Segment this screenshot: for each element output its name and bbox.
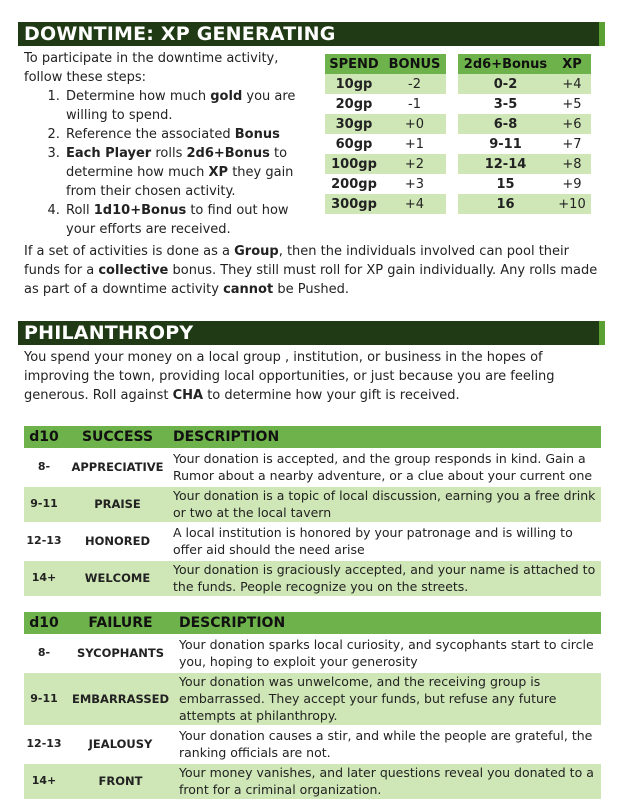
- d10-cell: 14+: [24, 560, 64, 597]
- result-cell: PRAISE: [64, 486, 171, 523]
- success-d10-header: d10: [24, 426, 64, 449]
- xp-cell: +8: [553, 154, 591, 174]
- roll-range-cell: 15: [496, 176, 515, 192]
- result-cell: WELCOME: [64, 560, 171, 597]
- text-run: to find out how your efforts are received.: [66, 203, 289, 237]
- description-cell: A local institution is honored by your patronage and is willing to offer aid should the need arise: [171, 523, 601, 560]
- text-run: If a set of activities is done as a: [24, 244, 235, 259]
- table-row: [24, 635, 601, 672]
- table-row: [24, 486, 601, 523]
- bold-text: gold: [210, 89, 243, 104]
- table-row: [24, 763, 601, 800]
- spend-cell: 100gp: [325, 154, 383, 174]
- bold-text: collective: [98, 263, 169, 278]
- result-cell: HONORED: [64, 523, 171, 560]
- table-row: [24, 672, 601, 726]
- text-run: you are willing to spend.: [66, 89, 296, 123]
- spend-row: [325, 194, 446, 214]
- xp-table: [458, 54, 591, 214]
- spend-bonus-table: [325, 54, 446, 214]
- spend-cell: 60gp: [335, 136, 373, 152]
- text-run: Reference the associated: [66, 127, 235, 142]
- bonus-header: BONUS: [383, 54, 446, 74]
- xp-row: [458, 74, 591, 94]
- bonus-cell: +0: [383, 114, 446, 134]
- text-run: be Pushed.: [273, 282, 349, 297]
- success-description-header: DESCRIPTION: [171, 426, 601, 449]
- philanthropy-intro: [24, 348, 604, 405]
- bold-text: CHA: [172, 388, 204, 403]
- text-run: , then the individuals involved can pool their funds for a: [24, 244, 569, 278]
- spend-header: SPEND: [325, 54, 383, 74]
- group-note: [24, 242, 604, 299]
- xp-cell: +7: [562, 136, 582, 152]
- xp-cell: +5: [562, 96, 582, 112]
- roll-range-cell: 3-5: [493, 96, 518, 112]
- table-row: [24, 726, 601, 763]
- table-row: [24, 449, 601, 486]
- xp-row: [458, 154, 591, 174]
- text-run: to determine how much: [66, 146, 288, 180]
- d10-cell: 9-11: [24, 672, 64, 726]
- spend-row: [325, 74, 446, 94]
- xp-header: XP: [553, 54, 591, 74]
- description-cell: Your donation is accepted, and the group responds in kind. Gain a Rumor about a nearby adventure, or a clue about your current one: [171, 449, 601, 486]
- success-result-header: SUCCESS: [64, 426, 171, 449]
- text-run: You spend your money on a local group , institution, or business in the hopes of improving the town, providing local opportunities, or just because you are feeling generous. Roll against: [24, 350, 555, 403]
- description-cell: Your donation causes a stir, and while the people are grateful, the ranking officials are not.: [177, 726, 601, 763]
- description-cell: Your donation is a topic of local discussion, earning you a free drink or two at the local tavern: [171, 486, 601, 523]
- d10-cell: 14+: [24, 763, 64, 800]
- xp-row: [458, 194, 591, 214]
- bold-text: cannot: [223, 282, 274, 297]
- failure-result-header: FAILURE: [64, 612, 177, 635]
- steps-list: [24, 87, 316, 239]
- d10-cell: 9-11: [24, 486, 64, 523]
- text-run: rolls: [151, 146, 187, 161]
- bold-text: Each Player: [66, 146, 152, 161]
- spend-cell: 30gp: [325, 114, 383, 134]
- table-row: [24, 523, 601, 560]
- xp-cell: +4: [553, 74, 591, 94]
- spend-row: [325, 154, 446, 174]
- success-table: [24, 426, 601, 598]
- downtime-steps: [24, 49, 316, 239]
- result-cell: EMBARRASSED: [64, 672, 177, 726]
- bonus-cell: -2: [383, 74, 446, 94]
- failure-d10-header: d10: [24, 612, 64, 635]
- d10-cell: 8-: [24, 449, 64, 486]
- spend-row: [325, 134, 446, 154]
- spend-cell: 200gp: [331, 176, 377, 192]
- roll-header: 2d6+Bonus: [458, 54, 553, 74]
- roll-range-cell: 12-14: [458, 154, 553, 174]
- bonus-cell: +2: [383, 154, 446, 174]
- spend-cell: 300gp: [325, 194, 383, 214]
- spend-row: [325, 94, 446, 114]
- step-item: [64, 125, 316, 144]
- bold-text: 1d10+Bonus: [93, 203, 187, 218]
- description-cell: Your donation sparks local curiosity, and sycophants start to circle you, hoping to exploit your generosity: [177, 635, 601, 672]
- bold-text: XP: [208, 165, 229, 180]
- xp-row: [458, 94, 591, 114]
- text-run: Roll: [66, 203, 94, 218]
- text-run: to determine how your gift is received.: [203, 388, 460, 403]
- xp-cell: +10: [553, 194, 591, 214]
- failure-description-header: DESCRIPTION: [177, 612, 601, 635]
- d10-cell: 12-13: [24, 523, 64, 560]
- spend-cell: 10gp: [325, 74, 383, 94]
- d10-cell: 12-13: [24, 726, 64, 763]
- xp-row: [458, 174, 591, 194]
- spend-cell: 20gp: [335, 96, 373, 112]
- roll-range-cell: 16: [458, 194, 553, 214]
- bold-text: 2d6+Bonus: [186, 146, 270, 161]
- roll-range-cell: 0-2: [458, 74, 553, 94]
- step-item: [64, 144, 316, 201]
- text-run: they gain from their chosen activity.: [66, 165, 294, 199]
- d10-cell: 8-: [24, 635, 64, 672]
- downtime-intro: To participate in the downtime activity, follow these steps:: [24, 51, 279, 85]
- xp-row: [458, 134, 591, 154]
- xp-cell: +6: [553, 114, 591, 134]
- bonus-cell: +1: [404, 136, 425, 152]
- description-cell: Your money vanishes, and later questions reveal you donated to a front for a criminal organization.: [177, 763, 601, 800]
- bonus-cell: +3: [404, 176, 425, 192]
- downtime-title: DOWNTIME: XP GENERATING: [18, 22, 605, 46]
- result-cell: SYCOPHANTS: [64, 635, 177, 672]
- philanthropy-title: PHILANTHROPY: [18, 321, 605, 345]
- bonus-cell: +4: [383, 194, 446, 214]
- bold-text: Bonus: [234, 127, 280, 142]
- roll-range-cell: 6-8: [458, 114, 553, 134]
- text-run: Determine how much: [66, 89, 211, 104]
- step-item: [64, 87, 316, 125]
- xp-row: [458, 114, 591, 134]
- roll-range-cell: 9-11: [489, 136, 522, 152]
- table-row: [24, 560, 601, 597]
- xp-cell: +9: [562, 176, 582, 192]
- spend-row: [325, 114, 446, 134]
- spend-row: [325, 174, 446, 194]
- failure-table: [24, 612, 601, 801]
- text-run: bonus. They still must roll for XP gain individually. Any rolls made as part of a downtime activity: [24, 263, 598, 297]
- result-cell: APPRECIATIVE: [64, 449, 171, 486]
- result-cell: FRONT: [64, 763, 177, 800]
- bold-text: Group: [234, 244, 279, 259]
- description-cell: Your donation is graciously accepted, and your name is attached to the funds. People recognize you on the streets.: [171, 560, 601, 597]
- description-cell: Your donation was unwelcome, and the receiving group is embarrassed. They accept your funds, but refuse any future attempts at philanthropy.: [177, 672, 601, 726]
- step-item: [64, 201, 316, 239]
- bonus-cell: -1: [408, 96, 421, 112]
- result-cell: JEALOUSY: [64, 726, 177, 763]
